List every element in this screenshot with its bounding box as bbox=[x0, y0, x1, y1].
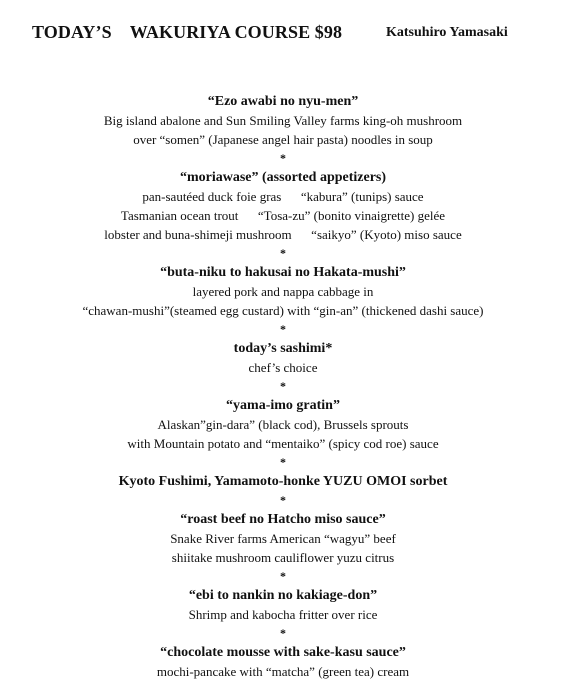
course-separator: * bbox=[280, 493, 286, 507]
course-title: “Ezo awabi no nyu-men” bbox=[207, 94, 359, 109]
course-item bbox=[0, 472, 566, 491]
course-item bbox=[0, 510, 566, 567]
course-title: today’s sashimi* bbox=[233, 341, 333, 356]
course-description-line: shiitake mushroom cauliflower yuzu citrus bbox=[171, 550, 395, 565]
course-separator: * bbox=[280, 626, 286, 640]
course-separator: * bbox=[280, 569, 286, 583]
course-separator: * bbox=[280, 151, 286, 165]
course-description-line: Big island abalone and Sun Smiling Valley farms king-oh mushroom bbox=[103, 113, 463, 128]
course-title: “chocolate mousse with sake-kasu sauce” bbox=[160, 645, 406, 660]
course-item bbox=[0, 92, 566, 149]
course-description-line: over “somen” (Japanese angel hair pasta) noodles in soup bbox=[133, 132, 433, 147]
course-description-line: Shrimp and kabocha fritter over rice bbox=[188, 607, 378, 622]
course-item bbox=[0, 339, 566, 377]
course-item bbox=[0, 396, 566, 453]
course-description-line: lobster and buna-shimeji mushroom “saikyo” (Kyoto) miso sauce bbox=[104, 227, 462, 242]
menu-header bbox=[0, 22, 566, 48]
course-description-line: chef’s choice bbox=[248, 360, 318, 375]
course-description-line: mochi-pancake with “matcha” (green tea) cream bbox=[156, 664, 410, 679]
course-separator: * bbox=[280, 379, 286, 393]
course-item bbox=[0, 168, 566, 244]
course-title: “buta-niku to hakusai no Hakata-mushi” bbox=[160, 265, 406, 280]
course-title: Kyoto Fushimi, Yamamoto-honke YUZU OMOI sorbet bbox=[118, 474, 448, 489]
course-title: “roast beef no Hatcho miso sauce” bbox=[180, 512, 386, 527]
course-separator: * bbox=[280, 246, 286, 260]
course-list bbox=[0, 92, 566, 681]
course-separator: * bbox=[280, 455, 286, 469]
course-item bbox=[0, 263, 566, 320]
course-description-line: Snake River farms American “wagyu” beef bbox=[170, 531, 396, 546]
course-description-line: layered pork and nappa cabbage in bbox=[192, 284, 374, 299]
course-description-line: Alaskan”gin-dara” (black cod), Brussels sprouts bbox=[157, 417, 409, 432]
course-separator: * bbox=[280, 322, 286, 336]
course-description-line: Tasmanian ocean trout “Tosa-zu” (bonito vinaigrette) gelée bbox=[120, 208, 446, 223]
course-title: “yama-imo gratin” bbox=[226, 398, 340, 413]
course-description-line: pan-sautéed duck foie gras “kabura” (tunips) sauce bbox=[142, 189, 424, 204]
course-description-line: “chawan-mushi”(steamed egg custard) with “gin-an” (thickened dashi sauce) bbox=[82, 303, 484, 318]
course-description-line: with Mountain potato and “mentaiko” (spicy cod roe) sauce bbox=[127, 436, 439, 451]
chef-name: Katsuhiro Yamasaki bbox=[386, 25, 508, 40]
course-item bbox=[0, 643, 566, 681]
course-title: “moriawase” (assorted appetizers) bbox=[179, 170, 387, 185]
course-item bbox=[0, 586, 566, 624]
menu-title: TODAY’S WAKURIYA COURSE $98 bbox=[32, 22, 343, 42]
course-title: “ebi to nankin no kakiage-don” bbox=[188, 588, 378, 603]
